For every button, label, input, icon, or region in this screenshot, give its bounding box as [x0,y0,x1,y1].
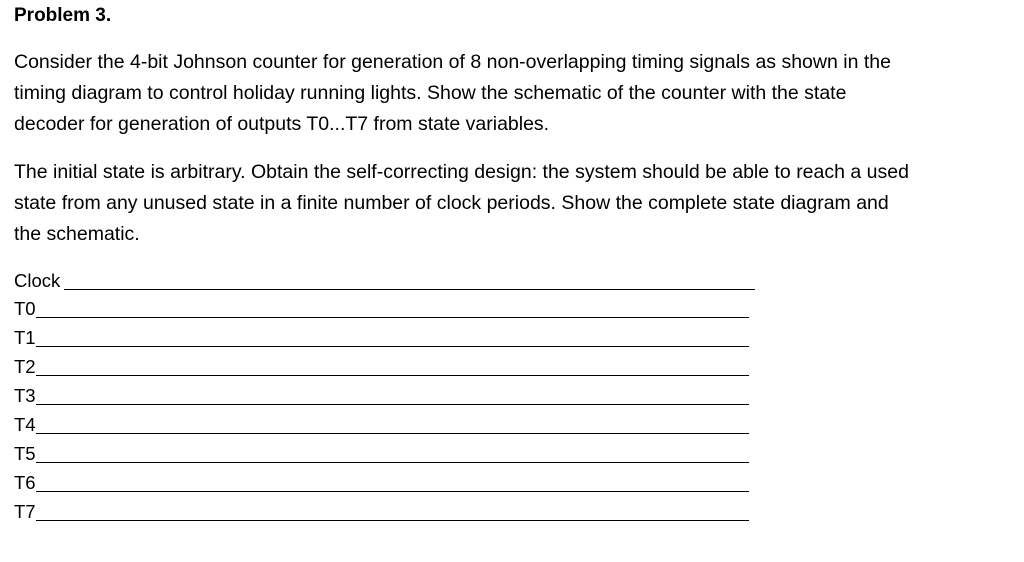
requirements-line: the schematic. [14,223,140,245]
signal-trace-line [36,520,749,521]
signal-trace-line [36,491,749,492]
problem-title: Problem 3. [14,5,112,26]
signal-trace-line [36,346,749,347]
signal-label: T6 [14,472,36,493]
signal-trace-line [36,433,749,434]
signal-trace-line [36,404,749,405]
signal-label: T0 [14,298,36,319]
signal-trace-line [64,289,755,290]
design-requirements [14,157,1014,250]
signal-label: T3 [14,385,36,406]
signal-label: Clock [14,270,61,291]
signal-label: T5 [14,443,36,464]
requirements-line: The initial state is arbitrary. Obtain the self-correcting design: the system should be able to reach a used [14,161,909,183]
requirements-line: state from any unused state in a finite number of clock periods. Show the complete state diagram and [14,192,889,214]
signal-label: T4 [14,414,36,435]
signal-trace-line [36,462,749,463]
signal-label: T2 [14,356,36,377]
signal-label: T7 [14,501,36,522]
description-line: Consider the 4-bit Johnson counter for generation of 8 non-overlapping timing signals as shown in the [14,51,891,73]
signal-trace-line [36,375,749,376]
description-line: decoder for generation of outputs T0...T7 from state variables. [14,113,550,135]
signal-trace-line [36,317,749,318]
signal-label: T1 [14,327,36,348]
description-line: timing diagram to control holiday running lights. Show the schematic of the counter with the state [14,82,847,104]
problem-description [14,47,1014,140]
